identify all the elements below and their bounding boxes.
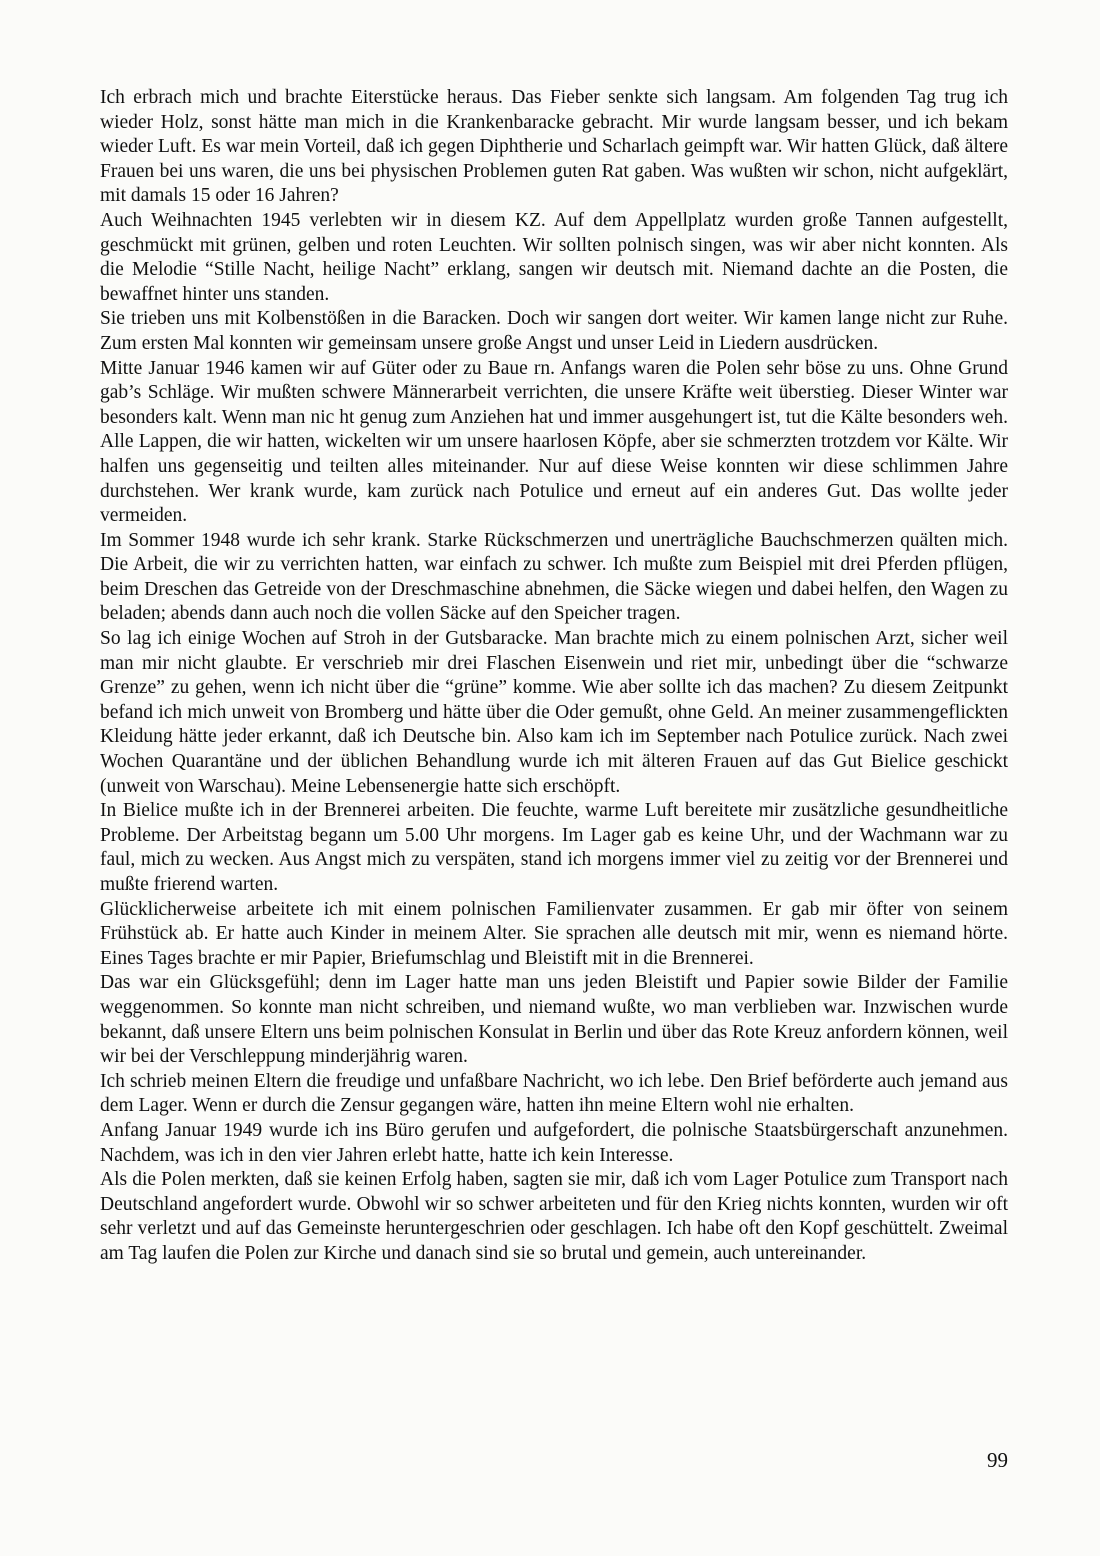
paragraph: Mitte Januar 1946 kamen wir auf Güter oder zu Baue rn. Anfangs waren die Polen sehr böse zu uns. Ohne Grund gab’s Schläge. Wir mußten schwere Männerarbeit verrichten, die unsere Kräfte weit überstieg. Dieser Winter war besonders kalt. Wenn man nic ht genug zum Anziehen hat und immer ausgehungert ist, tut die Kälte besonders weh. Alle Lappen, die wir hatten, wickelten wir um unsere haarlosen Köpfe, aber sie schmerzten trotzdem vor Kälte. Wir halfen uns gegenseitig und teilten alles miteinander. Nur auf diese Weise konnten wir diese schlimmen Jahre durchstehen. Wer krank wurde, kam zurück nach Potulice und erneut auf ein anderes Gut. Das wollte jeder vermeiden. [100, 357, 1008, 527]
page-number: 99 [987, 1448, 1008, 1472]
paragraph: In Bielice mußte ich in der Brennerei arbeiten. Die feuchte, warme Luft bereitete mir zusätzliche gesundheitliche Probleme. Der Arbeitstag begann um 5.00 Uhr morgens. Im Lager gab es keine Uhr, und der Wachmann war zu faul, mich zu wecken. Aus Angst mich zu verspäten, stand ich morgens immer viel zu zeitig vor der Brennerei und mußte frierend warten. [100, 800, 1008, 895]
paragraph: Anfang Januar 1949 wurde ich ins Büro gerufen und aufgefordert, die polnische Staatsbürgerschaft anzunehmen. Nachdem, was ich in den vier Jahren erlebt hatte, hatte ich kein Interesse. [100, 1119, 1008, 1166]
paragraph: Als die Polen merkten, daß sie keinen Erfolg haben, sagten sie mir, daß ich vom Lager Potulice zum Transport nach Deutschland angefordert wurde. Obwohl wir so schwer arbeiteten und für den Krieg nichts konnten, wurden wir oft sehr verletzt und auf das Gemeinste heruntergeschrien oder geschlagen. Ich habe oft den Kopf geschüttelt. Zweimal am Tag laufen die Polen zur Kirche und danach sind sie so brutal und gemein, auch untereinander. [100, 1169, 1008, 1264]
paragraph: Das war ein Glücksgefühl; denn im Lager hatte man uns jeden Bleistift und Papier sowie Bilder der Familie weggenommen. So konnte man nicht schreiben, und niemand wußte, wo man verblieben war. Inzwischen wurde bekannt, daß unsere Eltern uns beim polnischen Konsulat in Berlin und über das Rote Kreuz anfordern können, weil wir bei der Verschleppung minderjährig waren. [100, 972, 1008, 1068]
paragraph: So lag ich einige Wochen auf Stroh in der Gutsbaracke. Man brachte mich zu einem polnischen Arzt, sicher weil man mir nicht glaubte. Er verschrieb mir drei Flaschen Eisenwein und riet mir, unbedingt über die “schwarze Grenze” zu gehen, wenn ich nicht über die “grüne” komme. Wie aber sollte ich das machen? Zu diesem Zeitpunkt befand ich mich unweit von Bromberg und hätte über die Oder gemußt, ohne Geld. An meiner zusammengeflickten Kleidung hätte jeder erkannt, daß ich Deutsche bin. Also kam ich im September nach Potulice zurück. Nach zwei Wochen Quarantäne und der üblichen Behandlung wurde ich mit älteren Frauen auf das Gut Bielice geschickt (unweit von Warschau). Meine Lebensenergie hatte sich erschöpft. [100, 628, 1008, 797]
paragraph: Ich schrieb meinen Eltern die freudige und unfaßbare Nachricht, wo ich lebe. Den Brief beförderte auch jemand aus dem Lager. Wenn er durch die Zensur gegangen wäre, hatten ihn meine Eltern wohl nie erhalten. [100, 1070, 1008, 1117]
paragraph: Sie trieben uns mit Kolbenstößen in die Baracken. Doch wir sangen dort weiter. Wir kamen lange nicht zur Ruhe. Zum ersten Mal konnten wir gemeinsam unsere große Angst und unser Leid in Liedern ausdrücken. [100, 308, 1008, 354]
paragraph: Ich erbrach mich und brachte Eiterstücke heraus. Das Fieber senkte sich langsam. Am folgenden Tag trug ich wieder Holz, sonst hätte man mich in die Krankenbaracke gebracht. Mir wurde langsam besser, und ich bekam wieder Luft. Es war mein Vorteil, daß ich gegen Diphtherie und Scharlach geimpft war. Wir hatten Glück, daß ältere Frauen bei uns waren, die uns bei physischen Problemen guten Rat gaben. Was wußten wir schon, nicht aufgeklärt, mit damals 15 oder 16 Jahren? [100, 87, 1008, 207]
paragraph: Auch Weihnachten 1945 verlebten wir in diesem KZ. Auf dem Appellplatz wurden große Tannen aufgestellt, geschmückt mit grünen, gelben und roten Leuchten. Wir sollten polnisch singen, was wir aber nicht konnten. Als die Melodie “Stille Nacht, heilige Nacht” erklang, sangen wir deutsch mit. Niemand dachte an die Posten, die bewaffnet hinter uns standen. [100, 209, 1008, 305]
paragraph: Im Sommer 1948 wurde ich sehr krank. Starke Rückschmerzen und unerträgliche Bauchschmerzen quälten mich. Die Arbeit, die wir zu verrichten hatten, war einfach zu schwer. Ich mußte zum Beispiel mit drei Pferden pflügen, beim Dreschen das Getreide von der Dreschmaschine abnehmen, die Säcke wiegen und dabei helfen, den Wagen zu beladen; abends dann auch noch die vollen Säcke auf den Speicher tragen. [100, 529, 1008, 625]
paragraph: Glücklicherweise arbeitete ich mit einem polnischen Familienvater zusammen. Er gab mir öfter von seinem Frühstück ab. Er hatte auch Kinder in meinem Alter. Sie sprachen alle deutsch mit mir, wenn es niemand hörte. Eines Tages brachte er mir Papier, Briefumschlag und Bleistift mit in die Brennerei. [100, 898, 1008, 969]
body-text [100, 86, 1008, 1267]
